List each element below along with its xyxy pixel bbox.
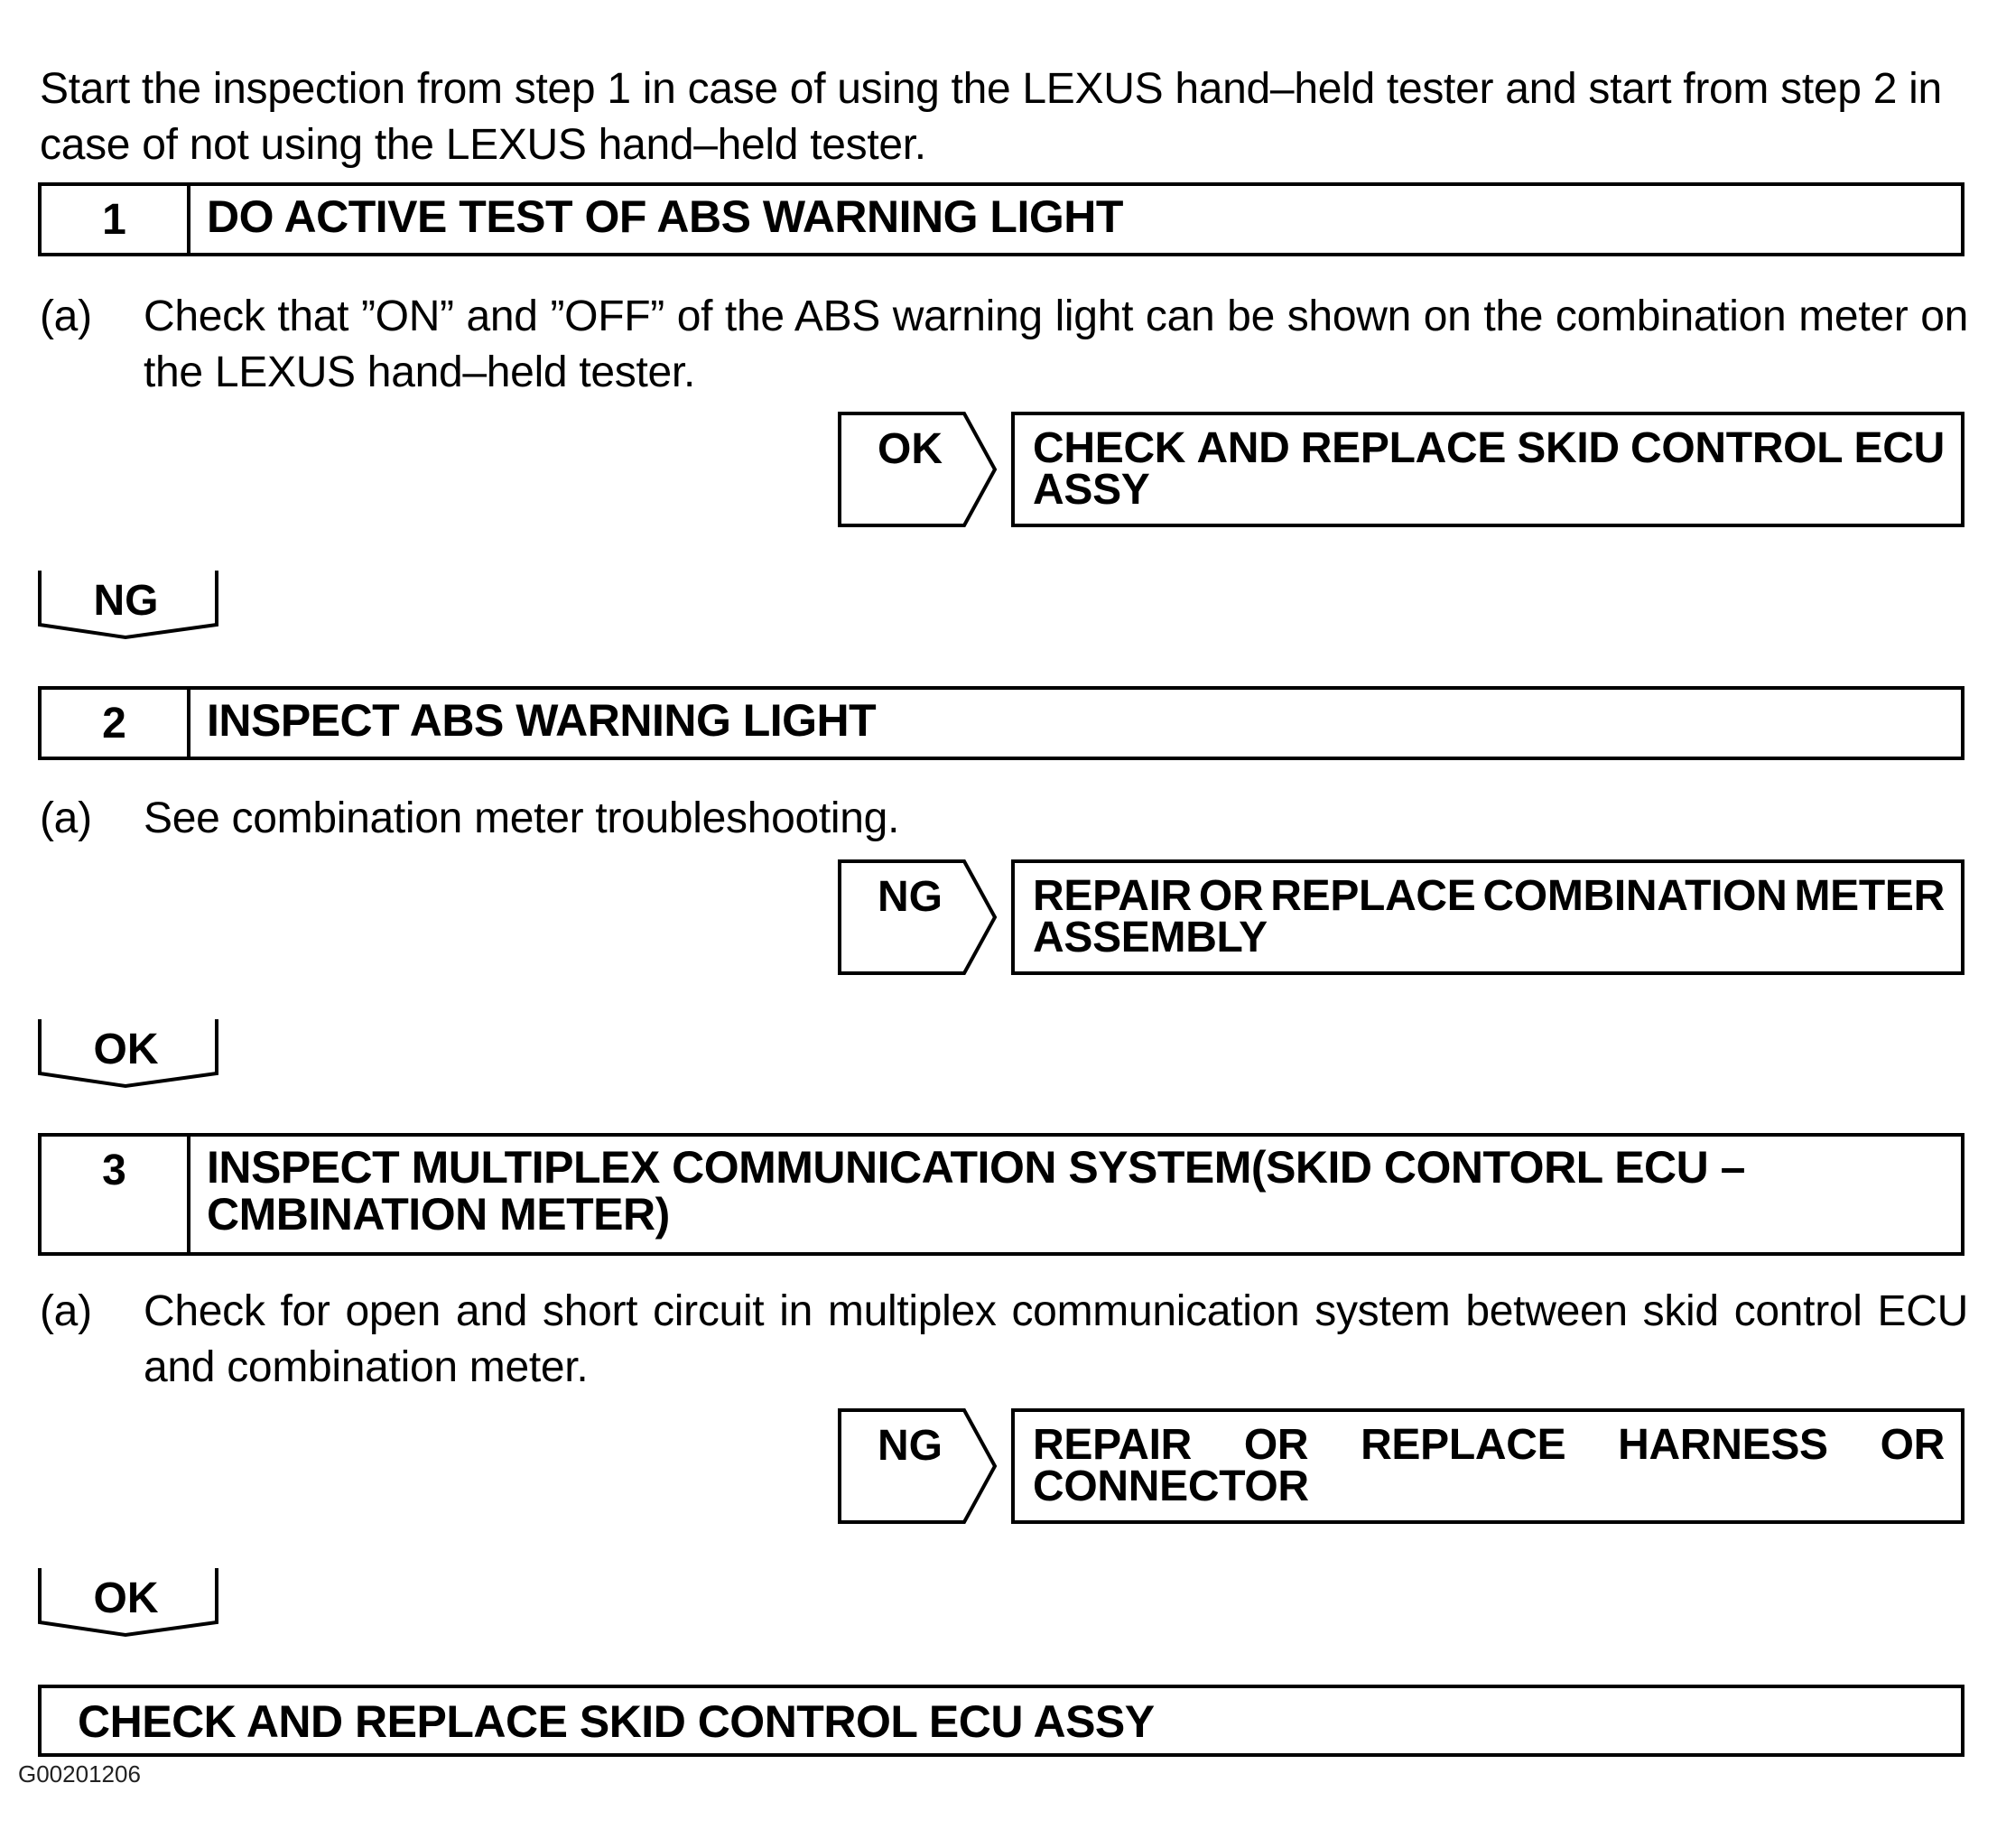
result-line-2: CONNECTOR [1033, 1463, 1309, 1510]
down-label: OK [93, 1026, 159, 1073]
result-word: REPAIR [1033, 872, 1192, 920]
result-word: COMBINATION [1482, 872, 1788, 920]
substep-text: Check that ”ON” and ”OFF” of the ABS warning light can be shown on the combination meter on the LEXUS hand–held tester. [144, 293, 1968, 396]
step-2-substep [40, 791, 1968, 847]
step-title-line-2: CMBINATION METER) [207, 1189, 670, 1240]
result-word: METER [1794, 872, 1945, 920]
intro-text: Start the inspection from step 1 in case of using the LEXUS hand–held tester and start from step 2 in case of not using the LEXUS hand–held tester. [40, 65, 1942, 169]
step-1-header [38, 182, 1964, 256]
result-word: HARNESS [1618, 1421, 1828, 1469]
step-number: 1 [42, 186, 190, 253]
step-3-branch [838, 1408, 1964, 1524]
result-word: REPLACE [1361, 1421, 1566, 1469]
substep-text: See combination meter troubleshooting. [144, 794, 900, 842]
substep-label: (a) [40, 794, 92, 842]
result-word: OR [1198, 872, 1264, 920]
step-1-down-branch [38, 569, 222, 641]
branch-result [1011, 859, 1964, 975]
substep-label: (a) [40, 1287, 92, 1335]
result-word: ECU [1853, 424, 1945, 472]
branch-label: NG [878, 873, 943, 921]
down-label: OK [93, 1574, 159, 1622]
step-number: 2 [42, 690, 190, 757]
step-3-substep [40, 1284, 1968, 1396]
result-word: OR [1880, 1421, 1945, 1469]
result-line-2: ASSY [1033, 466, 1150, 514]
result-word: OR [1243, 1421, 1309, 1469]
branch-result [1011, 412, 1964, 527]
step-1-substep [40, 289, 1968, 401]
branch-label: OK [878, 425, 943, 473]
branch-label: NG [878, 1422, 943, 1470]
step-3-down-branch [38, 1566, 222, 1639]
final-action-box: CHECK AND REPLACE SKID CONTROL ECU ASSY [38, 1685, 1964, 1757]
step-title-line-1: INSPECT MULTIPLEX COMMUNICATION SYSTEM(SKID CONTORL ECU – [207, 1142, 1745, 1193]
step-2-down-branch [38, 1017, 222, 1090]
result-word: CONTROL [1630, 424, 1844, 472]
result-word: CHECK [1033, 424, 1186, 472]
step-title: INSPECT ABS WARNING LIGHT [207, 695, 877, 746]
step-1-branch [838, 412, 1964, 527]
step-number: 3 [42, 1137, 190, 1252]
step-3-header [38, 1133, 1964, 1256]
result-word: REPLACE [1270, 872, 1476, 920]
branch-result [1011, 1408, 1964, 1524]
result-word: AND [1196, 424, 1290, 472]
step-2-branch [838, 859, 1964, 975]
result-word: SKID [1517, 424, 1620, 472]
result-line-2: ASSEMBLY [1033, 914, 1268, 961]
step-title [190, 1137, 1961, 1252]
substep-text: Check for open and short circuit in multiplex communication system between skid control ECU and combination meter. [144, 1287, 1968, 1391]
result-word: REPAIR [1033, 1421, 1192, 1469]
step-title: DO ACTIVE TEST OF ABS WARNING LIGHT [207, 191, 1123, 242]
down-label: NG [93, 577, 159, 625]
result-word: REPLACE [1300, 424, 1507, 472]
figure-code: G00201206 [18, 1760, 141, 1788]
substep-label: (a) [40, 293, 92, 340]
step-2-header [38, 686, 1964, 760]
